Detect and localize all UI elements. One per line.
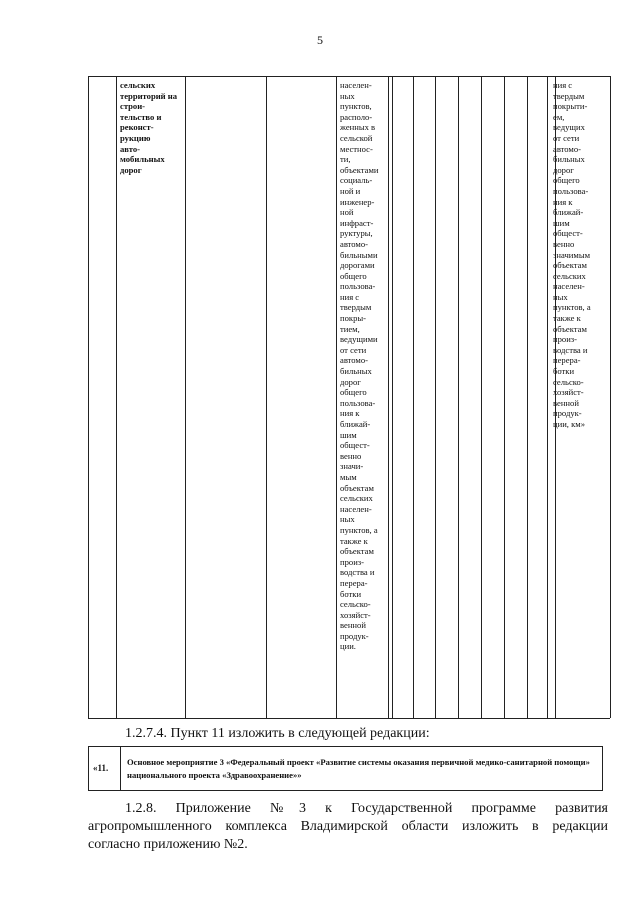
cell-line: пунктов, bbox=[340, 101, 372, 112]
cell-line: ной и bbox=[340, 185, 361, 196]
cell-line: покры- bbox=[340, 313, 367, 324]
cell-line: значи- bbox=[340, 461, 364, 472]
cell-line: ближай- bbox=[553, 207, 584, 218]
paragraph-1-2-8-line2: агропромышленного комплекса Владимирской области изложить в редакции bbox=[88, 819, 608, 834]
paragraph-1-2-7-4: 1.2.7.4. Пункт 11 изложить в следующей редакции: bbox=[125, 726, 430, 741]
paragraph-1-2-8-line1: 1.2.8. Приложение №3 к Государственной программе развития bbox=[125, 801, 608, 816]
cell-line: венно bbox=[340, 450, 362, 461]
page-number: 5 bbox=[317, 33, 323, 47]
cell-line: инженер- bbox=[340, 196, 375, 207]
cell-line: реконст- bbox=[120, 122, 154, 133]
cell-line: пользова- bbox=[340, 397, 376, 408]
cell-line: пунктов, а bbox=[553, 302, 591, 313]
cell-col2-text bbox=[120, 80, 177, 175]
cell-line: хозяйст- bbox=[553, 387, 584, 398]
cell-line: сельских bbox=[553, 270, 586, 281]
cell-line: женных в bbox=[340, 122, 376, 133]
cell-line: ем, bbox=[553, 111, 565, 122]
cell-line: автомо- bbox=[553, 143, 582, 154]
cell-line: объектам bbox=[340, 546, 374, 557]
table-bottom-border bbox=[88, 718, 610, 719]
table-top-border bbox=[88, 76, 610, 77]
cell-line: автомо- bbox=[340, 238, 369, 249]
cell-line: ботки bbox=[340, 588, 362, 599]
cell-line: ных bbox=[340, 514, 355, 525]
cell-line: строи- bbox=[120, 101, 146, 112]
cell-line: авто- bbox=[120, 143, 140, 154]
table-col-border bbox=[610, 76, 611, 718]
cell-line: шим bbox=[340, 429, 357, 440]
cell-line: местнос- bbox=[340, 143, 373, 154]
cell-line: сельской bbox=[340, 132, 373, 143]
cell-line: тием, bbox=[340, 323, 360, 334]
table-col-border bbox=[413, 76, 414, 718]
cell-line: дорог bbox=[120, 164, 142, 175]
cell-line: объектами bbox=[340, 164, 379, 175]
cell-line: объектам bbox=[340, 482, 374, 493]
cell-line: дорог bbox=[553, 164, 574, 175]
cell-line: покрыти- bbox=[553, 101, 588, 112]
table-col-border bbox=[458, 76, 459, 718]
cell-line: водства и bbox=[340, 567, 375, 578]
cell-line: венно bbox=[553, 238, 575, 249]
cell-line: бильными bbox=[340, 249, 378, 260]
table-col-border bbox=[547, 76, 548, 718]
cell-line: бильных bbox=[553, 154, 585, 165]
cell-line: произ- bbox=[340, 556, 365, 567]
cell-line: ции, км» bbox=[553, 419, 586, 429]
cell-line: мым bbox=[340, 471, 357, 482]
cell-line: шим bbox=[553, 217, 570, 228]
cell-line: руктуры, bbox=[340, 228, 373, 239]
item-11-table bbox=[88, 746, 603, 791]
table-col-border bbox=[388, 76, 389, 718]
table-col-border bbox=[504, 76, 505, 718]
cell-line: ти, bbox=[340, 154, 351, 165]
cell-line: сельско- bbox=[340, 599, 371, 610]
cell-last-col-text bbox=[553, 80, 591, 430]
cell-line: продук- bbox=[340, 630, 369, 641]
cell-line: населен- bbox=[340, 80, 372, 90]
cell-line: продук- bbox=[553, 408, 582, 419]
cell-line: сельских bbox=[120, 80, 156, 90]
cell-line: водства и bbox=[553, 344, 588, 355]
cell-line: объектам bbox=[553, 260, 587, 271]
cell-line: ния с bbox=[553, 80, 573, 90]
cell-line: сельско- bbox=[553, 376, 584, 387]
item-11-text: Основное мероприятие 3 «Федеральный проект «Развитие системы оказания первичной медико-санитарной помощи» национального проекта «Здравоохранение»» bbox=[127, 757, 590, 780]
cell-line: ведущими bbox=[340, 334, 378, 345]
table-col-border bbox=[392, 76, 393, 718]
cell-line: автомо- bbox=[340, 355, 369, 366]
table-col-border bbox=[527, 76, 528, 718]
cell-line: ботки bbox=[553, 366, 575, 377]
cell-line: от сети bbox=[553, 132, 580, 143]
cell-line: ции. bbox=[340, 641, 356, 652]
cell-line: значимым bbox=[553, 249, 591, 260]
cell-line: твердым bbox=[340, 302, 372, 313]
cell-line: бильных bbox=[340, 366, 372, 377]
cell-line: венной bbox=[340, 620, 366, 631]
cell-line: общест- bbox=[553, 228, 583, 239]
cell-line: общего bbox=[553, 175, 580, 186]
table-col-border bbox=[435, 76, 436, 718]
cell-line: пунктов, а bbox=[340, 524, 378, 535]
cell-line: общего bbox=[340, 387, 367, 398]
table-col-border bbox=[481, 76, 482, 718]
item-11-separator bbox=[120, 747, 121, 790]
cell-line: сельских bbox=[340, 493, 373, 504]
cell-line: ных bbox=[340, 90, 355, 101]
cell-line: ния к bbox=[340, 408, 360, 419]
cell-line: пользова- bbox=[553, 185, 589, 196]
cell-line: твердым bbox=[553, 90, 585, 101]
cell-line: дорогами bbox=[340, 260, 375, 271]
table-col-border bbox=[88, 76, 89, 718]
cell-line: ближай- bbox=[340, 419, 371, 429]
cell-line: населен- bbox=[340, 503, 372, 514]
cell-line: перера- bbox=[340, 577, 368, 588]
cell-line: объектам bbox=[553, 323, 587, 334]
cell-line: также к bbox=[553, 313, 581, 324]
cell-line: пользова- bbox=[340, 281, 376, 292]
cell-line: общего bbox=[340, 270, 367, 281]
cell-line: рукцию bbox=[120, 132, 151, 143]
cell-line: мобильных bbox=[120, 154, 165, 165]
cell-line: располо- bbox=[340, 111, 373, 122]
cell-line: от сети bbox=[340, 344, 367, 355]
cell-line: социаль- bbox=[340, 175, 373, 186]
cell-line: ния к bbox=[553, 196, 573, 207]
cell-line: общест- bbox=[340, 440, 370, 451]
cell-line: тельство и bbox=[120, 111, 162, 122]
cell-line: ведущих bbox=[553, 122, 585, 133]
item-11-number: «11. bbox=[93, 763, 109, 773]
cell-line: дорог bbox=[340, 376, 361, 387]
cell-line: населен- bbox=[553, 281, 585, 292]
cell-line: ной bbox=[340, 207, 354, 218]
cell-line: инфраст- bbox=[340, 217, 374, 228]
table-col-border bbox=[185, 76, 186, 718]
paragraph-1-2-8-line3: согласно приложению №2. bbox=[88, 837, 248, 852]
table-col-border bbox=[116, 76, 117, 718]
cell-line: перера- bbox=[553, 355, 581, 366]
cell-line: ния с bbox=[340, 291, 360, 302]
table-col-border bbox=[336, 76, 337, 718]
cell-line: хозяйст- bbox=[340, 609, 371, 620]
cell-line: территорий на bbox=[120, 90, 178, 101]
cell-line: венной bbox=[553, 397, 579, 408]
cell-col5-text bbox=[340, 80, 379, 652]
cell-line: ных bbox=[553, 291, 568, 302]
cell-line: произ- bbox=[553, 334, 578, 345]
cell-line: также к bbox=[340, 535, 368, 546]
table-col-border bbox=[266, 76, 267, 718]
